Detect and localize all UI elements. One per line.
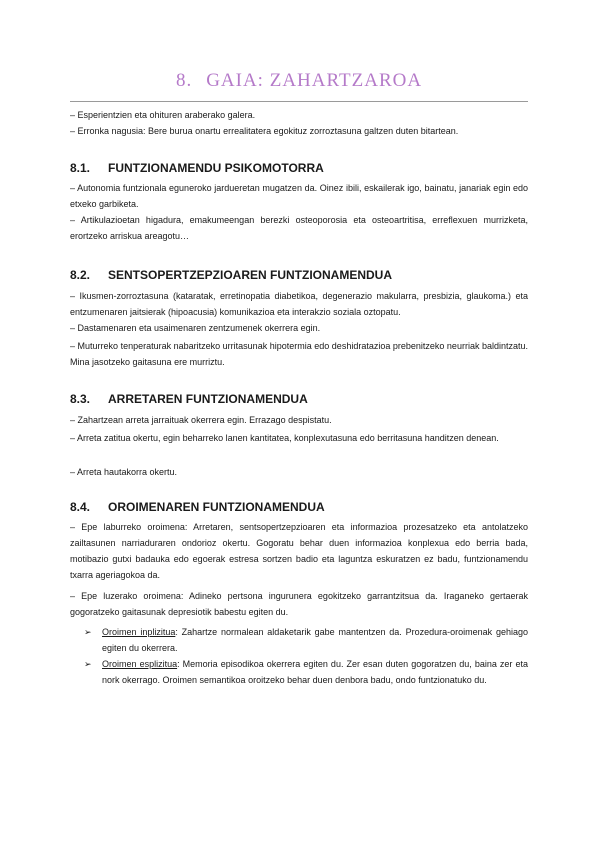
title-divider xyxy=(70,101,528,102)
bullet-item xyxy=(84,624,528,656)
intro-line: – Esperientzien eta ohituren araberako galera. xyxy=(70,110,256,120)
bullet-term: Oroimen esplizitua xyxy=(102,659,178,669)
paragraph: – Zahartzean arreta jarraituak okerrera egin. Errazago despistatu. xyxy=(70,415,332,425)
section-title: OROIMENAREN FUNTZIONAMENDUA xyxy=(108,500,325,514)
section-title: FUNTZIONAMENDU PSIKOMOTORRA xyxy=(108,161,324,175)
paragraph: – Arreta zatitua okertu, egin beharreko lanen kantitatea, konplexutasuna edo berritasuna handitzen denean. xyxy=(70,433,499,443)
chapter-title-text: GAIA: ZAHARTZAROA xyxy=(206,70,423,91)
paragraph: – Epe laburreko oroimena: Arretaren, sentsopertzepzioaren eta informazioa prozesatzeko eta antolatzeko zailtasunen narriaduraren ondorioz okertu. Gogoratu behar duen informazioa konplexua edo berria bada, motibazio gutxi badauka edo egoerak estresa sortzen badio eta laguntza eskuratzen ez badu, funtzionamendu txarra ageriagokoa da. xyxy=(70,522,528,580)
section-heading xyxy=(70,161,324,175)
section-heading xyxy=(70,500,325,514)
chapter-title xyxy=(70,70,528,92)
bullet-text: : Zahartze normalean aldaketarik gabe mantentzen da. Prozedura-oroimenak gehiago egiten du okerrera. xyxy=(102,627,528,653)
section-number: 8.3. xyxy=(70,392,91,406)
paragraph: – Epe luzerako oroimena: Adineko pertsona ingurunera egokitzeko garrantzitsua da. Iraganeko gertaerak gogoratzeko gaitasunak depresiotik babestu egiten du. xyxy=(70,591,528,617)
bullet-item xyxy=(84,656,528,688)
bullet-text: : Memoria episodikoa okerrera egiten du. Zer esan duten gogoratzen du, baina zer eta nork okerrago. Oroimen semantikoa oroitzeko behar duen denbora badu, ondo funtzionatuko du. xyxy=(102,659,528,685)
paragraph: – Autonomia funtzionala eguneroko jardueretan mugatzen da. Oinez ibili, eskailerak igo, bainatu, janariak egin edo etxeko garbiketa. xyxy=(70,183,528,209)
section-title: SENTSOPERTZEPZIOAREN FUNTZIONAMENDUA xyxy=(108,268,393,282)
paragraph: – Ikusmen-zorroztasuna (kataratak, erretinopatia diabetikoa, degenerazio makularra, presbizia, glaukoma.) eta entzumenaren jaitsierak (hipoacusia) komunikazioa eta interakzio soziala oztopatu. xyxy=(70,291,528,317)
intro-line: – Erronka nagusia: Bere burua onartu errealitatera egokituz zorroztasuna galtzen duten bitartean. xyxy=(70,126,459,136)
paragraph: – Muturreko tenperaturak nabaritzeko urritasunak hipotermia edo deshidratazioa prebenitzeko neurriak baldintzatu. Mina jasotzeko gaitasuna ere murriztu. xyxy=(70,341,528,367)
section-number: 8.1. xyxy=(70,161,91,175)
section-heading xyxy=(70,268,392,282)
paragraph: – Artikulazioetan higadura, emakumeengan berezki osteoporosia eta osteoartritisa, erreflexuen murrizketa, erortzeko arriskua areagotu… xyxy=(70,215,528,241)
section-heading xyxy=(70,392,308,406)
arrow-bullet-icon: ➢ xyxy=(84,659,92,669)
paragraph: – Dastamenaren eta usaimenaren zentzumenek okerrera egin. xyxy=(70,323,321,333)
section-number: 8.2. xyxy=(70,268,91,282)
section-title: ARRETAREN FUNTZIONAMENDUA xyxy=(108,392,308,406)
arrow-bullet-icon: ➢ xyxy=(84,627,92,637)
chapter-number: 8. xyxy=(175,70,193,91)
section-number: 8.4. xyxy=(70,500,91,514)
paragraph: – Arreta hautakorra okertu. xyxy=(70,467,178,477)
bullet-term: Oroimen inplizitua xyxy=(102,627,176,637)
